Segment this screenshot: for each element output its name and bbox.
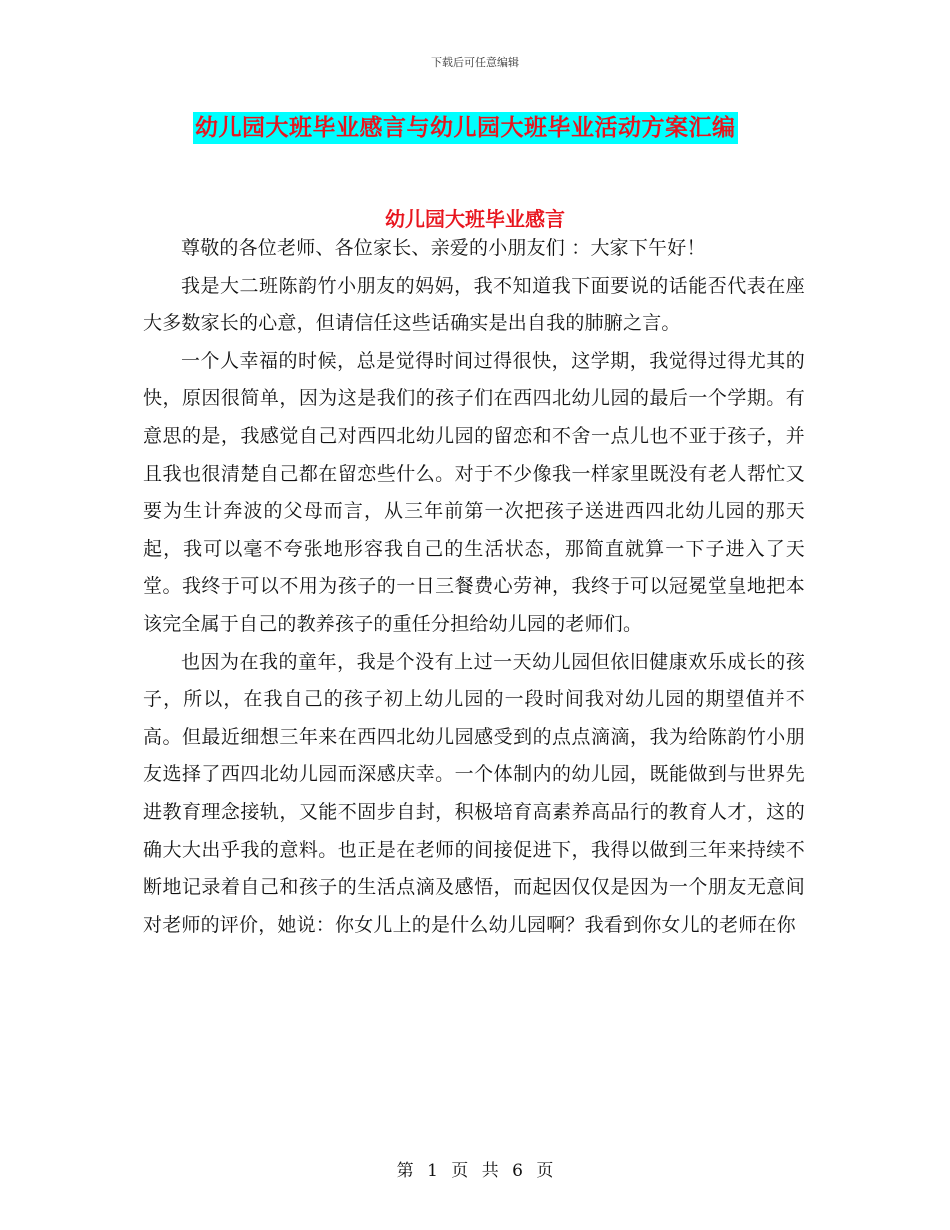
paragraph-childhood: 也因为在我的童年，我是个没有上过一天幼儿园但依旧健康欢乐成长的孩子，所以，在我自己的孩子初上幼儿园的一段时间我对幼儿园的期望值并不高。但最近细想三年来在西四北幼儿园感受到的点点滴滴，我为给陈韵竹小朋友选择了西四北幼儿园而深感庆幸。一个体制内的幼儿园，既能做到与世界先进教育理念接轨，又能不固步自封，积极培育高素养高品行的教育人才，这的确大大出乎我的意料。也正是在老师的间接促进下，我得以做到三年来持续不断地记录着自己和孩子的生活点滴及感悟，而起因仅仅是因为一个朋友无意间对老师的评价，她说：你女儿上的是什么幼儿园啊？我看到你女儿的老师在你: [143, 650, 805, 936]
page-footer: 第 1 页 共 6 页: [396, 1161, 554, 1181]
document-title: 幼儿园大班毕业感言与幼儿园大班毕业活动方案汇编: [193, 112, 738, 144]
page-header-note: 下载后可任意编辑: [431, 56, 519, 69]
body-text: [143, 230, 805, 944]
paragraph-intro: 我是大二班陈韵竹小朋友的妈妈，我不知道我下面要说的话能否代表在座大多数家长的心意，但请信任这些话确实是出自我的肺腑之言。: [143, 274, 805, 335]
section-title: 幼儿园大班毕业感言: [385, 207, 565, 231]
paragraph-greeting: 尊敬的各位老师、各位家长、亲爱的小朋友们 ：大家下午好！: [181, 237, 706, 259]
paragraph-semester: 一个人幸福的时候，总是觉得时间过得很快，这学期，我觉得过得尤其的快，原因很简单，因为这是我们的孩子们在西四北幼儿园的最后一个学期。有意思的是，我感觉自己对西四北幼儿园的留恋和不舍一点儿也不亚于孩子，并且我也很清楚自己都在留恋些什么。对于不少像我一样家里既没有老人帮忙又要为生计奔波的父母而言，从三年前第一次把孩子送进西四北幼儿园的那天起，我可以毫不夸张地形容我自己的生活状态，那简直就算一下子进入了天堂。我终于可以不用为孩子的一日三餐费心劳神，我终于可以冠冕堂皇地把本该完全属于自己的教养孩子的重任分担给幼儿园的老师们。: [143, 349, 805, 635]
